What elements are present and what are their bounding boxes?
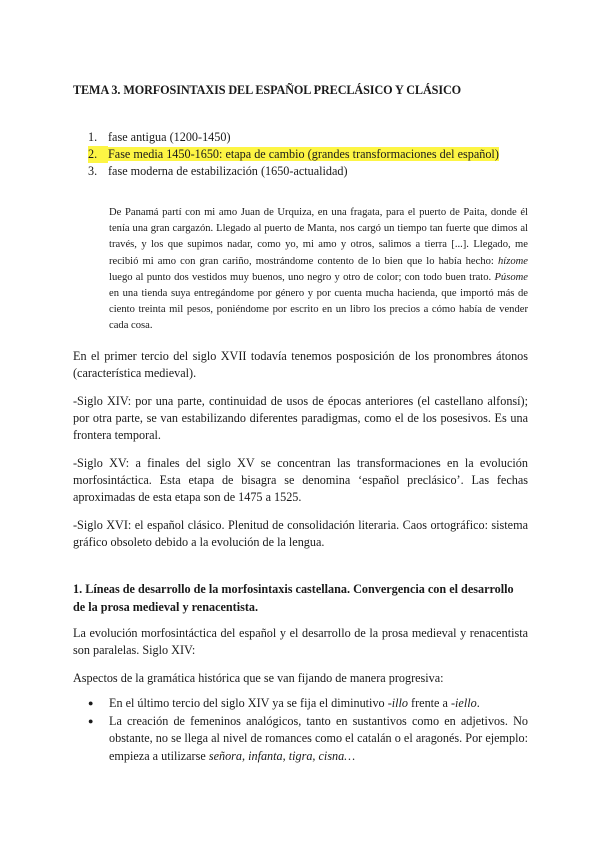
- bullet-italic-term: -iello: [450, 696, 477, 710]
- bullet-italic-term: -illo: [387, 696, 408, 710]
- quote-italic-word: Púsome: [494, 271, 528, 283]
- list-item: [88, 163, 518, 180]
- list-number: 3.: [88, 164, 98, 178]
- list-item: [88, 713, 528, 766]
- bullet-text: .: [476, 696, 480, 710]
- list-number: 2.: [88, 146, 108, 163]
- bullet-text: frente a: [408, 696, 451, 710]
- section-heading: 1. Líneas de desarrollo de la morfosintaxis castellana. Convergencia con el desarrollo de la prosa medieval y renacentista.: [73, 582, 514, 614]
- bullet-icon: ●: [88, 698, 94, 708]
- highlighted-list-item-text: Fase media 1450-1650: etapa de cambio (grandes transformaciones del español): [108, 147, 499, 161]
- paragraph-siglo-xv: -Siglo XV: a finales del siglo XV se concentran las transformaciones en la evolución morfosintáctica. Esta etapa de bisagra se denomina ‘español preclásico’. Las fechas aproximadas de esta etapa son de 1475 a 1525.: [73, 456, 528, 505]
- aspects-paragraph: Aspectos de la gramática histórica que se van fijando de manera progresiva:: [73, 671, 444, 685]
- list-number: 1.: [88, 130, 98, 144]
- bullet-text: En el último tercio del siglo XIV ya se fija el diminutivo: [109, 696, 388, 710]
- quote-italic-word: hízome: [497, 255, 528, 267]
- quote-text: en una tienda suya entregándome por género y por cuenta mucha hacienda, que importó más de ciento treinta mil pesos, poniéndome por escrito en un libro los precios a cómo había de vender cada cosa.: [109, 288, 528, 332]
- quote-text: De Panamá partí con mi amo Juan de Urquiza, en una fragata, para el puerto de Paita, donde él tenía una gran cargazón. Llegado al puerto de Manta, nos cargó un tiempo tan fuerte que dimos al través, y los que supimos nadar, como yo, mi amo y otros, salimos a tierra [...]. Llegado, me recibió mi amo con gran cariño, mostrándome contento de lo bien que lo había hecho:: [109, 207, 528, 267]
- list-item: [88, 129, 518, 146]
- bullet-text: La creación de femeninos analógicos, tanto en sustantivos como en adjetivos. No obstante, no se llega al nivel de romances como el catalán o el aragonés. Por ejemplo: empieza a utilizarse: [109, 713, 528, 763]
- paragraph-siglo-xvi: -Siglo XVI: el español clásico. Plenitud de consolidación literaria. Caos ortográfico: sistema gráfico obsoleto debido a la evolución de la lengua.: [73, 518, 528, 550]
- paragraph-siglo-xiv: -Siglo XIV: por una parte, continuidad de usos de épocas anteriores (el castellano alfonsí); por otra parte, se van estabilizando diferentes paradigmas, como el de los posesivos. Es una frontera temporal.: [73, 394, 528, 443]
- paragraph-siglo-xvii: En el primer tercio del siglo XVII todavía tenemos posposición de los pronombres átonos (característica medieval).: [73, 349, 528, 381]
- quote-text: luego al punto dos vestidos muy buenos, uno negro y otro de color; con todo buen trato.: [109, 271, 495, 283]
- list-item: [88, 695, 528, 713]
- list-item-text: fase moderna de estabilización (1650-actualidad): [108, 164, 348, 178]
- section-intro-paragraph: La evolución morfosintáctica del español y el desarrollo de la prosa medieval y renacentista son paralelas. Siglo XIV:: [73, 626, 528, 658]
- list-item: [88, 146, 518, 163]
- page-title: TEMA 3. MORFOSINTAXIS DEL ESPAÑOL PRECLÁSICO Y CLÁSICO: [73, 83, 462, 97]
- bullet-icon: ●: [88, 715, 94, 726]
- list-item-text: fase antigua (1200-1450): [108, 130, 231, 144]
- phases-list: [88, 129, 518, 180]
- bullet-italic-term: señora, infanta, tigra, cisna…: [208, 748, 356, 763]
- quoted-text-block: [109, 205, 528, 335]
- aspects-bullet-list: [88, 695, 528, 765]
